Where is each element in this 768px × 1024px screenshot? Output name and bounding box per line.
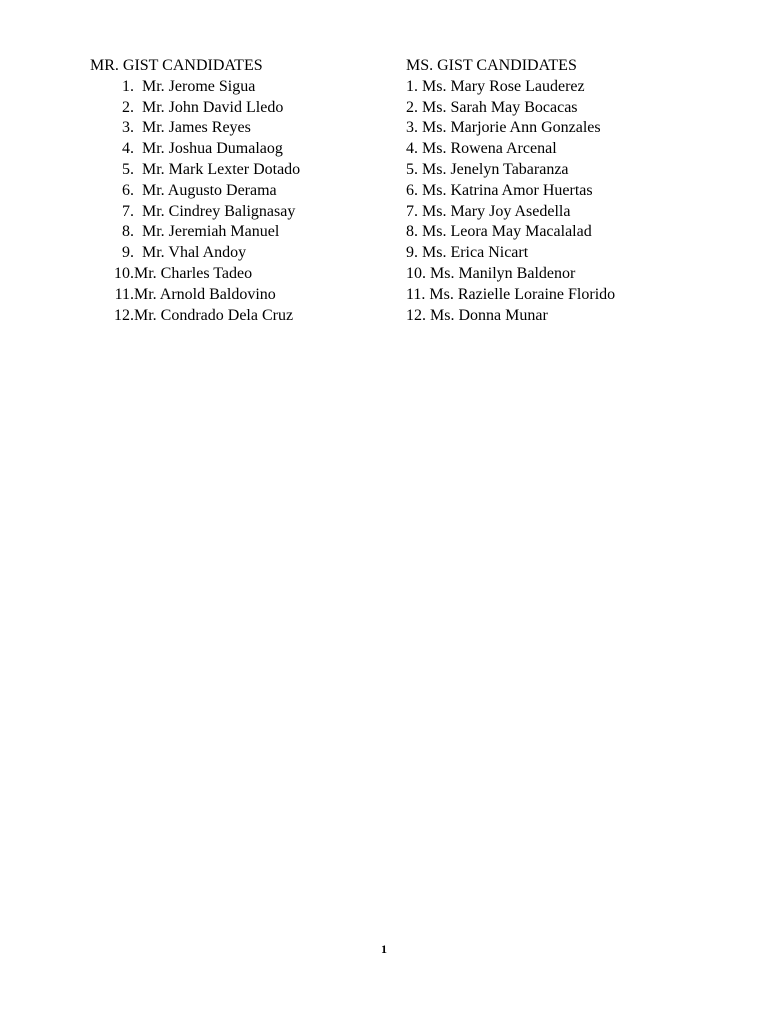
candidate-name: Mr. Vhal Andoy [142, 244, 247, 262]
candidate-name: Ms. Mary Rose Lauderez [422, 77, 585, 95]
list-item [90, 202, 380, 223]
item-number: 8. [406, 223, 418, 241]
item-number: 1. [122, 77, 134, 95]
item-number: 4. [122, 140, 134, 158]
mr-gist-title: MR. GIST CANDIDATES [90, 57, 263, 74]
item-number: 7. [122, 202, 134, 220]
item-number: 11. [114, 285, 134, 303]
list-item [406, 306, 736, 327]
ms-gist-title: MS. GIST CANDIDATES [406, 57, 577, 74]
list-item [406, 160, 736, 181]
candidate-name: Ms. Mary Joy Asedella [422, 202, 571, 220]
mr-candidate-list [90, 77, 380, 327]
item-number: 11. [406, 285, 426, 303]
list-item [90, 243, 380, 264]
candidate-name: Mr. Mark Lexter Dotado [142, 160, 301, 178]
list-item [406, 264, 736, 285]
item-number: 6. [406, 181, 418, 199]
item-number: 1. [406, 77, 418, 95]
candidate-name: Mr. Arnold Baldovino [134, 285, 276, 303]
list-item [406, 118, 736, 139]
list-item [406, 98, 736, 119]
candidate-name: Mr. John David Lledo [142, 98, 284, 116]
list-item [406, 181, 736, 202]
list-item [406, 202, 736, 223]
candidate-name: Mr. Augusto Derama [142, 181, 277, 199]
candidate-name: Ms. Erica Nicart [422, 244, 529, 262]
candidate-name: Mr. Cindrey Balignasay [142, 202, 296, 220]
item-number: 7. [406, 202, 418, 220]
item-number: 2. [406, 98, 418, 116]
list-item [90, 139, 380, 160]
item-number: 12. [114, 306, 134, 324]
list-item [406, 139, 736, 160]
candidate-name: Mr. Jerome Sigua [142, 77, 256, 95]
list-item [406, 77, 736, 98]
item-number: 2. [122, 98, 134, 116]
item-number: 4. [406, 140, 418, 158]
item-number: 10. [114, 264, 134, 282]
list-item [90, 222, 380, 243]
list-item [90, 306, 380, 327]
item-number: 8. [122, 223, 134, 241]
list-item [406, 243, 736, 264]
item-number: 3. [122, 119, 134, 137]
list-item [90, 264, 380, 285]
candidate-name: Ms. Razielle Loraine Florido [429, 285, 616, 303]
list-item [90, 160, 380, 181]
mr-gist-column [90, 56, 380, 326]
list-item [90, 77, 380, 98]
item-number: 6. [122, 181, 134, 199]
page-number: 1 [381, 942, 387, 956]
candidate-name: Ms. Katrina Amor Huertas [422, 181, 593, 199]
list-item [90, 98, 380, 119]
list-item [406, 285, 736, 306]
list-item [90, 285, 380, 306]
candidate-name: Mr. Charles Tadeo [134, 264, 253, 282]
candidate-name: Ms. Donna Munar [430, 306, 548, 324]
candidate-name: Ms. Rowena Arcenal [422, 140, 557, 158]
list-item [406, 222, 736, 243]
item-number: 9. [406, 244, 418, 262]
candidate-name: Mr. Condrado Dela Cruz [134, 306, 294, 324]
item-number: 10. [406, 264, 426, 282]
candidate-name: Ms. Jenelyn Tabaranza [422, 160, 569, 178]
item-number: 5. [122, 160, 134, 178]
item-number: 5. [406, 160, 418, 178]
candidate-name: Mr. Joshua Dumalaog [142, 140, 283, 158]
candidate-name: Ms. Leora May Macalalad [422, 223, 592, 241]
item-number: 9. [122, 244, 134, 262]
item-number: 12. [406, 306, 426, 324]
list-item [90, 118, 380, 139]
ms-candidate-list [406, 77, 736, 327]
list-item [90, 181, 380, 202]
candidate-name: Mr. James Reyes [142, 119, 251, 137]
candidate-name: Ms. Marjorie Ann Gonzales [422, 119, 601, 137]
ms-gist-column [406, 56, 736, 326]
candidate-name: Mr. Jeremiah Manuel [142, 223, 280, 241]
item-number: 3. [406, 119, 418, 137]
candidate-name: Ms. Sarah May Bocacas [422, 98, 578, 116]
candidate-name: Ms. Manilyn Baldenor [430, 264, 576, 282]
